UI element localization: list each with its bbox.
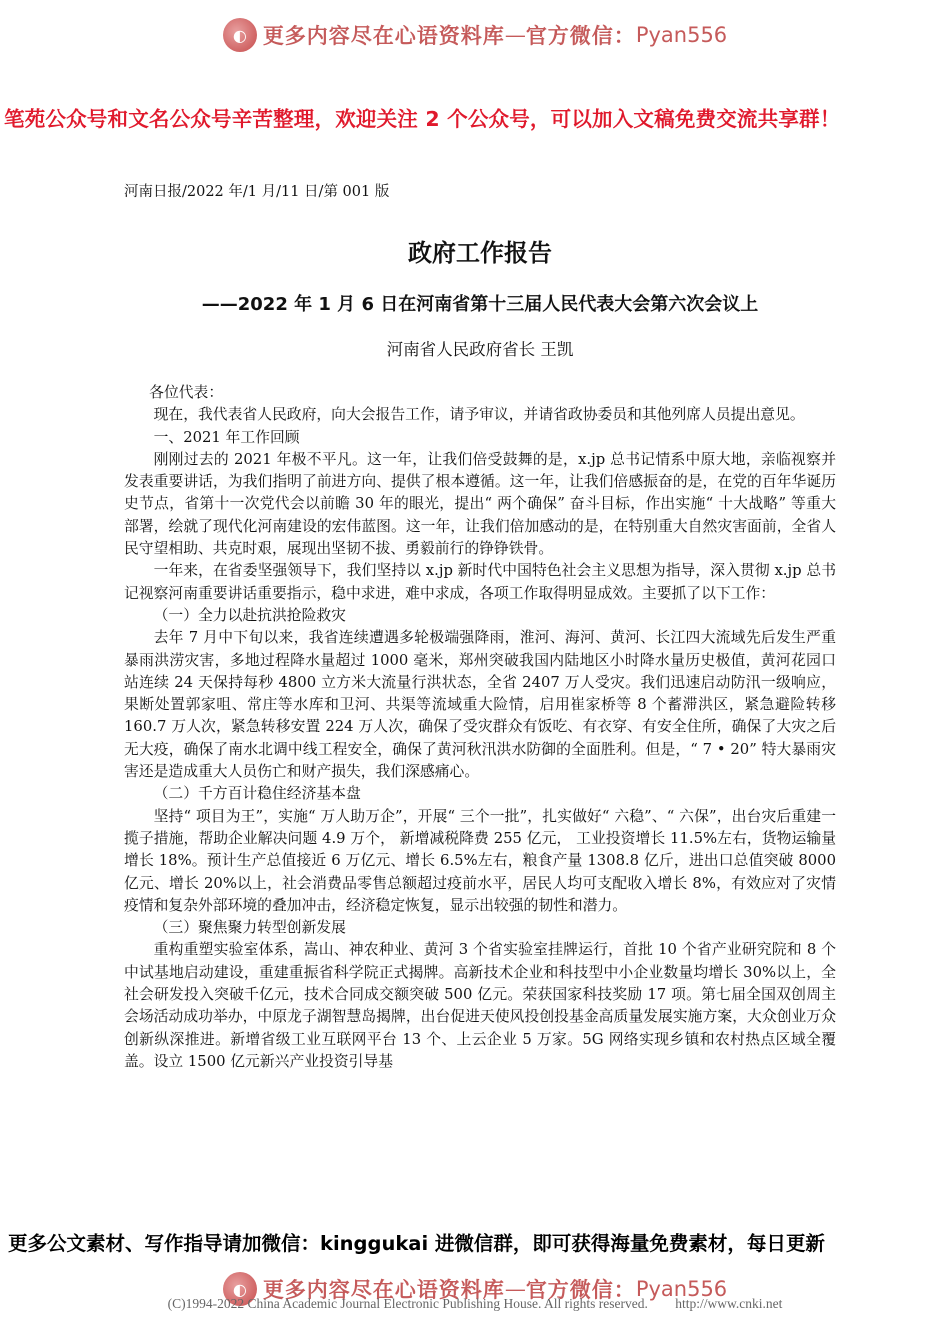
paragraph: 刚刚过去的 2021 年极不平凡。这一年，让我们倍受鼓舞的是，x.jp 总书记情系中原大地，亲临视察并发表重要讲话，为我们指明了前进方向、提供了根本遵循。这一年，让我们倍感振奋的是，在党的百年华诞历史节点，省第十一次党代会以前瞻 30 年的眼光，提出“ 两个确保” 奋斗目标，作出实施“ 十大战略” 等重大部署，绘就了现代化河南建设的宏伟蓝图。这一年，让我们倍加感动的是，在特别重大自然灾害面前，全省人民守望相助、共克时艰，展现出坚韧不拔、勇毅前行的铮铮铁骨。 xyxy=(124,450,836,558)
document-body xyxy=(124,382,836,1073)
watermark-top xyxy=(0,12,950,58)
footer-link[interactable]: http://www.cnki.net xyxy=(675,1296,783,1311)
watermark-text: 更多内容尽在心语资料库 xyxy=(262,23,505,48)
salutation: 各位代表： xyxy=(149,384,224,401)
paragraph: 坚持“ 项目为王”，实施“ 万人助万企”，开展“ 三个一批”，扎实做好“ 六稳”、“ 六保”，出台灾后重建一揽子措施，帮助企业解决问题 4.9 万个， 新增减税降费 255 亿元， 工业投资增长 11.5%左右，货物运输量增长 18%。预计生产总值接近 6 万亿元、增长 6.5%左右，粮食产量 1308.8 亿斤，进出口总值突破 8000 亿元、增长 20%以上，社会消费品零售总额超过疫前水平，居民人均可支配收入增长 8%，有效应对了灾情疫情和复杂外部环境的叠加冲击，经济稳定恢复，显示出较强的韧性和潜力。 xyxy=(124,807,836,914)
document-title: 政府工作报告 xyxy=(408,239,552,267)
watermark-logo-icon: ◐ xyxy=(223,18,257,52)
promo-banner-bottom: 更多公文素材、写作指导请加微信：kinggukai 进微信群，即可获得海量免费素材，每日更新 xyxy=(8,1232,825,1255)
section-heading: 一、2021 年工作回顾 xyxy=(153,428,300,446)
watermark-separator: — xyxy=(504,23,526,47)
paragraph: 现在，我代表省人民政府，向大会报告工作，请予审议，并请省政协委员和其他列席人员提出意见。 xyxy=(153,406,805,424)
section-heading: （一）全力以赴抗洪抢险救灾 xyxy=(153,606,346,624)
section-heading: （二）千方百计稳住经济基本盘 xyxy=(153,785,361,803)
promo-banner-top: 笔苑公众号和文名公众号辛苦整理，欢迎关注 2 个公众号，可以加入文稿免费交流共享群！ xyxy=(4,107,841,131)
watermark-separator: — xyxy=(504,1277,526,1301)
watermark-label: 官方微信： xyxy=(525,23,636,48)
watermark-text: 更多内容尽在心语资料库 xyxy=(262,1277,505,1302)
watermark-logo-icon: ◐ xyxy=(223,1272,257,1306)
paragraph: 去年 7 月中下旬以来，我省连续遭遇多轮极端强降雨，淮河、海河、黄河、长江四大流域先后发生严重暴雨洪涝灾害，多地过程降水量超过 1000 毫米，郑州突破我国内陆地区小时降水量历史极值，黄河花园口站连续 24 天保持每秒 4800 立方米大流量行洪状态，全省 2407 万人受灾。我们迅速启动防汛一级响应，果断处置郭家咀、常庄等水库和卫河、共渠等流域重大险情，启用崔家桥等 8 个蓄滞洪区，紧急避险转移 160.7 万人次，紧急转移安置 224 万人次，确保了受灾群众有饭吃、有衣穿、有安全住所，确保了大灾之后无大疫，确保了南水北调中线工程安全，确保了黄河秋汛洪水防御的全面胜利。但是，“ 7 • 20” 特大暴雨灾害还是造成重大人员伤亡和财产损失，我们深感痛心。 xyxy=(124,629,836,781)
watermark-id: Pyan556 xyxy=(635,1277,728,1301)
document-author: 河南省人民政府省长 王凯 xyxy=(386,340,574,359)
copyright-text: (C)1994-2022 China Academic Journal Electronic Publishing House. All rights reserved. xyxy=(167,1296,648,1311)
document xyxy=(124,180,836,1073)
document-source: 河南日报/2022 年/1 月/11 日/第 001 版 xyxy=(124,184,390,200)
footer xyxy=(0,1296,950,1312)
document-subtitle: ——2022 年 1 月 6 日在河南省第十三届人民代表大会第六次会议上 xyxy=(201,294,759,315)
watermark-label: 官方微信： xyxy=(525,1277,636,1302)
paragraph: 一年来，在省委坚强领导下，我们坚持以 x.jp 新时代中国特色社会主义思想为指导，深入贯彻 x.jp 总书记视察河南重要讲话重要指示，稳中求进，难中求成，各项工作取得明显成效。主要抓了以下工作： xyxy=(124,562,836,602)
watermark-id: Pyan556 xyxy=(635,23,728,47)
section-heading: （三）聚焦聚力转型创新发展 xyxy=(153,919,346,937)
paragraph: 重构重塑实验室体系，嵩山、神农种业、黄河 3 个省实验室挂牌运行，首批 10 个省产业研究院和 8 个中试基地启动建设，重建重振省科学院正式揭牌。高新技术企业和科技型中小企业数量均增长 30%以上，全社会研发投入突破千亿元，技术合同成交额突破 500 亿元。荣获国家科技奖励 17 项。第七届全国双创周主会场活动成功举办，中原龙子湖智慧岛揭牌，出台促进天使风投创投基金高质量发展实施方案，大众创业万众创新纵深推进。新增省级工业互联网平台 13 个、上云企业 5 万家。5G 网络实现乡镇和农村热点区域全覆盖。设立 1500 亿元新兴产业投资引导基 xyxy=(124,941,836,1070)
